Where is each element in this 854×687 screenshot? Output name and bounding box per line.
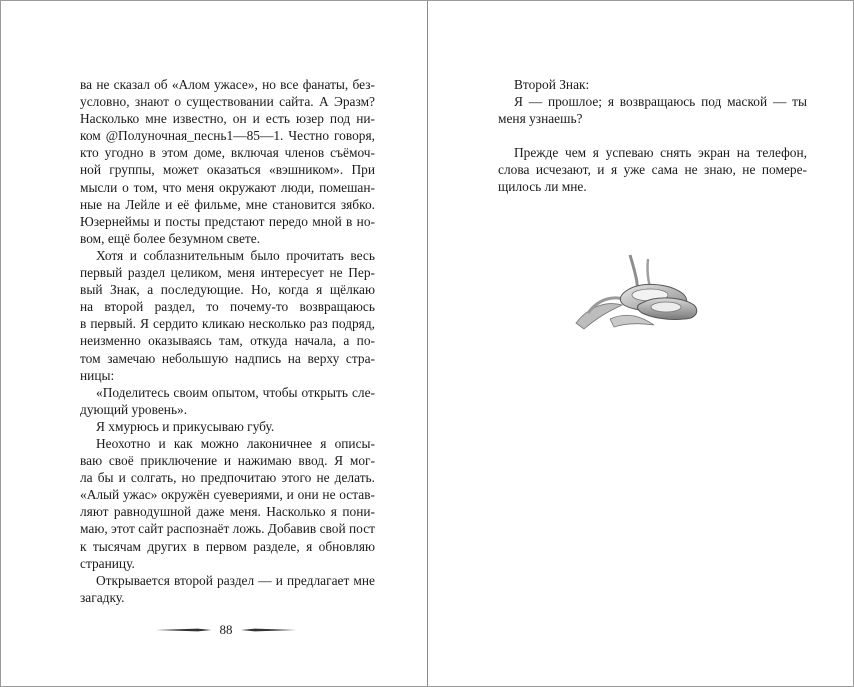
folio-ornament-right-icon xyxy=(241,626,297,634)
text-line: маю, этот сайт распознаёт ложь. Добавив свой пост xyxy=(80,521,375,537)
text-line: «Поделитесь своим опытом, чтобы открыть сле- xyxy=(96,384,375,400)
text-line: Я — прошлое; я возвращаюсь под маской — ты xyxy=(514,94,807,110)
text-line: вый Знак, а последующие. Но, когда я щёлкаю xyxy=(80,282,375,298)
text-line: загадку. xyxy=(80,589,125,605)
text-line: Неохотно и как можно лаконичнее я описы- xyxy=(96,435,375,451)
text-line: условно, знают о существовании сайта. А Эразм? xyxy=(80,94,375,110)
text-line: вом, ещё более безумном свете. xyxy=(80,230,261,246)
text-line: ляют равнодушной даже меня. Насколько я пони- xyxy=(80,504,375,520)
text-line: мысли о том, что меня окружают люди, помешан- xyxy=(80,179,375,195)
text-line: на второй раздел, то почему-то возвращаюсь xyxy=(80,299,375,315)
text-line: первый раздел целиком, меня интересует не Пер- xyxy=(80,265,375,281)
page-number: 88 xyxy=(219,622,233,637)
text-line: том замечаю небольшую надпись на верху стра- xyxy=(80,350,375,366)
text-line: меня узнаешь? xyxy=(498,111,583,127)
left-page-text xyxy=(80,76,375,606)
ballet-pointe-shoes-icon xyxy=(570,245,700,335)
text-line: Открывается второй раздел — и предлагает мне xyxy=(96,572,375,588)
text-line: Хотя и соблазнительным было прочитать весь xyxy=(96,247,375,263)
text-line: Второй Знак: xyxy=(514,77,590,92)
right-page xyxy=(428,1,853,686)
text-line: дующий уровень». xyxy=(80,401,188,417)
text-line: ной группы, может оказаться «вэшником». При xyxy=(80,162,375,178)
text-line: Юзернеймы и посты предстают передо мной в но- xyxy=(80,213,375,229)
text-line: неизменно оказываясь там, откуда начала, а по- xyxy=(80,333,375,349)
left-page xyxy=(1,1,427,686)
paragraph-gap xyxy=(498,127,807,144)
text-line: ные на Лейле и её фильме, мне становится зябко. xyxy=(80,196,375,212)
text-line: Я хмурюсь и прикусываю губу. xyxy=(96,418,275,434)
text-line: Прежде чем я успеваю снять экран на телефон, xyxy=(514,145,807,161)
text-line: ва не сказал об «Алом ужасе», но все фанаты, без- xyxy=(80,77,375,92)
right-page-text xyxy=(498,76,807,196)
text-line: Насколько мне известно, он и есть юзер под ни- xyxy=(80,111,375,127)
text-line: щилось ли мне. xyxy=(498,179,587,195)
text-line: к тысячам других в первом разделе, я обновляю xyxy=(80,538,375,554)
text-line: ком @Полуночная_песнь1—85—1. Честно говоря, xyxy=(80,128,375,144)
page-folio xyxy=(156,621,296,639)
text-line: ваю своё приключение и нажимаю ввод. Я мог- xyxy=(80,453,375,469)
text-line: ла бы и солгать, но предпочитаю этого не делать. xyxy=(80,470,375,486)
text-line: «Алый ужас» окружён суевериями, и они не остав- xyxy=(80,487,375,503)
text-line: слова исчезают, и я уже сама не знаю, не помере- xyxy=(498,162,807,178)
text-line: кто угодно в этом доме, включая членов съёмоч- xyxy=(80,145,375,161)
folio-ornament-left-icon xyxy=(156,626,212,634)
text-line: ницы: xyxy=(80,367,115,383)
text-line: в первый. Я сердито кликаю несколько раз подряд, xyxy=(80,316,375,332)
text-line: страницу. xyxy=(80,555,135,571)
